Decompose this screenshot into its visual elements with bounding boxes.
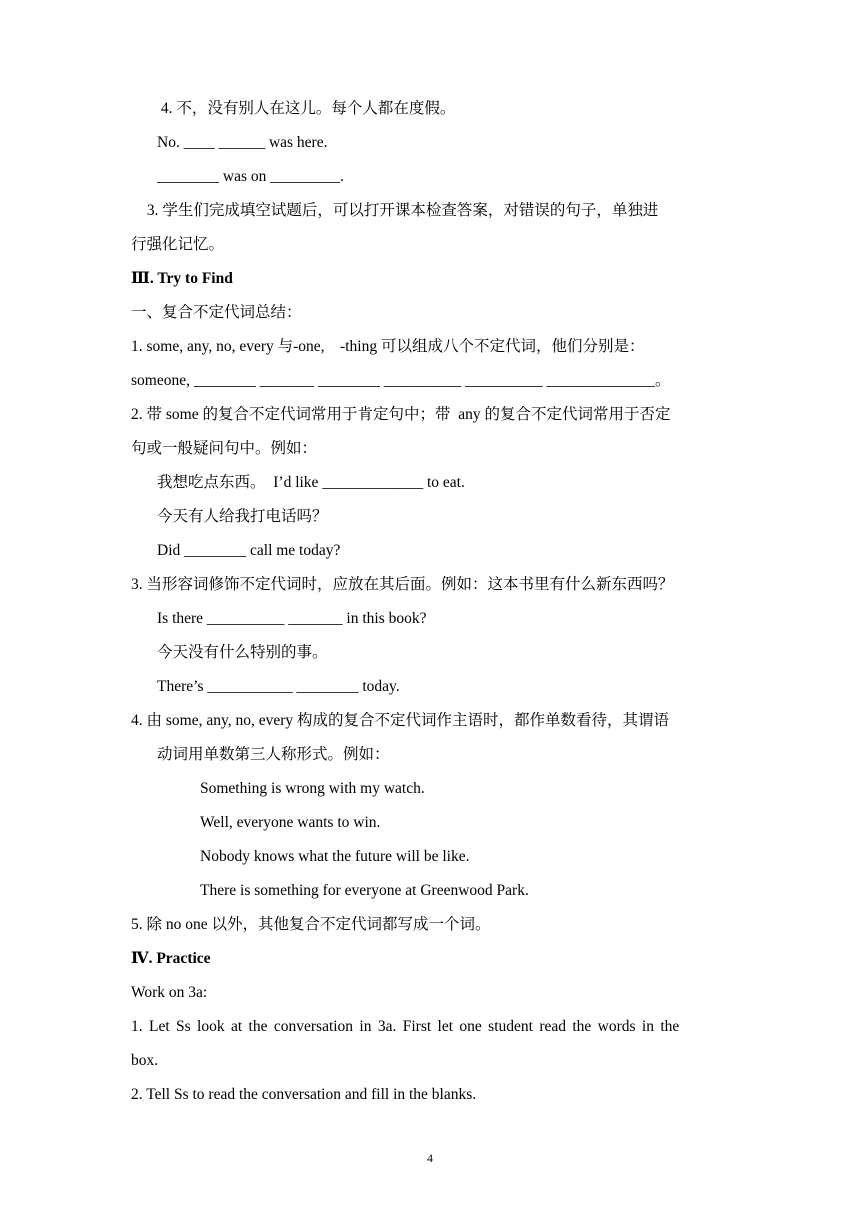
- text-line: There’s ___________ ________ today.: [157, 678, 400, 695]
- example-sentence: Nobody knows what the future will be like.: [200, 848, 470, 865]
- text-line: 句或一般疑问句中。例如：: [131, 440, 318, 457]
- text-line: 4. 不，没有别人在这儿。每个人都在度假。: [157, 100, 456, 117]
- example-sentence: Something is wrong with my watch.: [200, 780, 425, 797]
- text-line: 今天没有什么特别的事。: [157, 644, 328, 661]
- text-line: 1. some, any, no, every 与-one, -thing 可以组成八个不定代词，他们分别是：: [131, 338, 645, 355]
- text-line: Work on 3a:: [131, 984, 208, 1001]
- text-line: 2. Tell Ss to read the conversation and fill in the blanks.: [131, 1086, 477, 1103]
- text-line: someone, ________ _______ ________ __________ __________ ______________。: [131, 372, 671, 389]
- text-line: 5. 除 no one 以外，其他复合不定代词都写成一个词。: [131, 916, 491, 933]
- section-heading: Ⅲ. Try to Find: [131, 270, 233, 287]
- example-sentence: Well, everyone wants to win.: [200, 814, 381, 831]
- text-line: 我想吃点东西。 I’d like _____________ to eat.: [157, 474, 465, 491]
- text-line: Did ________ call me today?: [157, 542, 341, 559]
- example-sentence: There is something for everyone at Greenwood Park.: [200, 882, 529, 899]
- text-line: ________ was on _________.: [157, 168, 344, 185]
- text-line: 今天有人给我打电话吗？: [157, 508, 328, 525]
- text-line: Is there __________ _______ in this book?: [157, 610, 427, 627]
- text-line: No. ____ ______ was here.: [157, 134, 328, 151]
- text-line: 一、复合不定代词总结：: [131, 304, 302, 321]
- text-line: 动词用单数第三人称形式。例如：: [157, 746, 390, 763]
- text-line: box.: [131, 1052, 159, 1069]
- text-line: 行强化记忆。: [131, 236, 225, 253]
- page-number: 4: [427, 1151, 433, 1165]
- text-line: 1. Let Ss look at the conversation in 3a. First let one student read the words in the: [131, 1018, 680, 1035]
- text-line: 3. 学生们完成填空试题后，可以打开课本检查答案，对错误的句子，单独进: [143, 202, 659, 219]
- text-line: 4. 由 some, any, no, every 构成的复合不定代词作主语时，都作单数看待，其谓语: [131, 712, 670, 729]
- text-line: 2. 带 some 的复合不定代词常用于肯定句中；带 any 的复合不定代词常用于否定: [131, 406, 671, 423]
- text-line: 3. 当形容词修饰不定代词时，应放在其后面。例如：这本书里有什么新东西吗？: [131, 576, 674, 593]
- section-heading: Ⅳ. Practice: [131, 950, 211, 967]
